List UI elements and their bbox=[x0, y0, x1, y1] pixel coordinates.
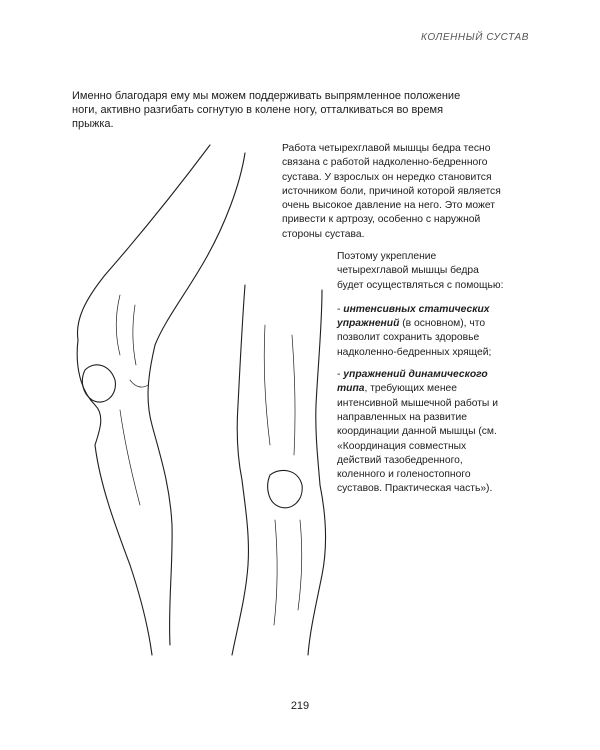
item-term: интенсивных статических упражнений bbox=[337, 303, 490, 330]
page-number: 219 bbox=[290, 700, 310, 712]
item-prefix: - bbox=[337, 303, 344, 315]
item-prefix: - bbox=[337, 369, 344, 381]
straight-leg-calf-inner bbox=[308, 485, 326, 655]
bent-leg-muscle-line-2 bbox=[133, 305, 136, 365]
bent-leg-thigh-back bbox=[155, 153, 245, 345]
straight-leg-thigh-outer bbox=[237, 285, 245, 480]
bent-leg-muscle-line-4 bbox=[130, 380, 148, 387]
straight-leg-muscle-line-1 bbox=[264, 325, 270, 445]
straight-leg-kneecap bbox=[268, 470, 303, 507]
straight-leg-shin-outer bbox=[232, 480, 248, 655]
strengthening-item-static bbox=[337, 303, 507, 360]
item-rest: , требующих менее интенсивной мышечной работы и направленных на развитие координации данной мышцы (см. «Координация совместных действий тазобедренного, коленного и голеностопного суставов. Практическая часть»). bbox=[337, 383, 498, 495]
intro-paragraph: Именно благодаря ему мы можем поддерживать выпрямленное положение ноги, активно разгибать согнутую в колене ногу, отталкиваться во время прыжка. bbox=[72, 90, 461, 130]
bent-leg-kneecap bbox=[82, 365, 115, 402]
straight-leg-thigh-inner bbox=[316, 290, 322, 485]
bent-leg-muscle-line-1 bbox=[116, 295, 120, 355]
strengthening-block bbox=[337, 250, 507, 505]
item-term: упражнений динамического типа bbox=[337, 369, 488, 395]
bent-leg-muscle-line-3 bbox=[120, 410, 140, 505]
straight-leg-muscle-line-3 bbox=[274, 520, 277, 625]
bent-leg-calf-back bbox=[148, 345, 172, 645]
bent-leg-shin-front bbox=[95, 445, 152, 655]
bent-leg-knee-front bbox=[77, 340, 101, 445]
strengthening-intro: Поэтому укрепление четырехглавой мышцы бедра будет осуществляться с помощью: bbox=[337, 251, 504, 291]
strengthening-item-dynamic bbox=[337, 368, 507, 497]
item-rest: (в основном), что позволит сохранить здоровье надколенно-бедренных хрящей; bbox=[337, 318, 492, 358]
bent-leg-thigh-front bbox=[77, 145, 210, 340]
straight-leg-muscle-line-4 bbox=[298, 520, 302, 610]
straight-leg-muscle-line-2 bbox=[292, 335, 295, 455]
quadriceps-paragraph: Работа четырехглавой мышцы бедра тесно связана с работой надколенно-бедренного сустава. У взрослых он нередко становится источником боли, причиной которой является очень высокое давление на него. Это может привести к артрозу, особенно с наружной стороны сустава. bbox=[282, 143, 501, 240]
running-head: КОЛЕННЫЙ СУСТАВ bbox=[420, 32, 529, 43]
